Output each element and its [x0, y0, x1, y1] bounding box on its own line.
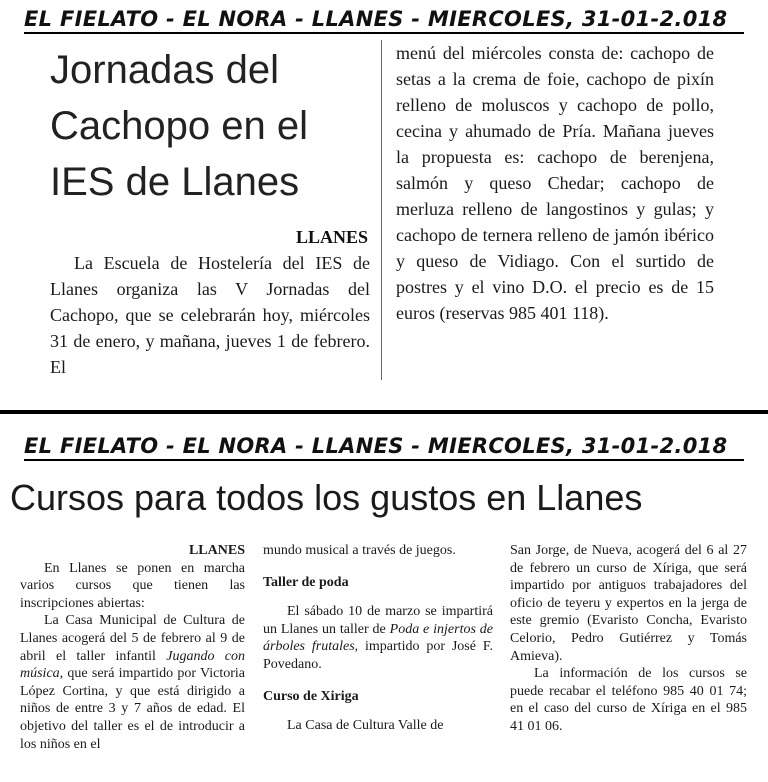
article2-subheading-poda: Taller de poda — [263, 574, 349, 590]
article2-column-2 — [263, 542, 493, 735]
article2-col1-paragraph-2 — [20, 612, 245, 753]
article1-byline: LLANES — [295, 227, 368, 247]
article2-column-1 — [20, 542, 245, 753]
article2-col1-p2-text-a: La Casa Municipal de Cultura de Llanes acogerá del 5 de febrero al 9 de abril el taller infantil — [20, 613, 245, 664]
article2-subheading-xiriga: Curso de Xiriga — [263, 688, 359, 704]
article1-column-1 — [50, 250, 370, 384]
article1-col1-text: La Escuela de Hostelería del IES de Llanes organiza las V Jornadas del Cachopo, que se celebrarán hoy, miércoles 31 de enero, y mañana, jueves 1 de febrero. El — [50, 253, 370, 377]
article2-col1-paragraph-1: En Llanes se ponen en marcha varios cursos que tienen las inscripciones abiertas: — [20, 560, 245, 611]
clipping-separator — [0, 410, 768, 414]
article2-col2-paragraph-2 — [263, 603, 493, 673]
newspaper-header-bottom: EL FIELATO - EL NORA - LLANES - MIERCOLES, 31-01-2.018 — [24, 433, 744, 461]
article2-column-3 — [510, 542, 747, 736]
article2-col2-paragraph-3: La Casa de Cultura Valle de — [287, 718, 444, 734]
column-rule — [381, 40, 382, 380]
article2-col3-paragraph-1: San Jorge, de Nueva, acogerá del 6 al 27 de febrero un curso de Xíriga, que será impartido por antiguos trabajadores del oficio de teyeru y expertos en la jerga de este gremio (Evaristo Concha, Evaristo Celorio, Pedro Gutiérrez y Tomás Amieva). — [510, 543, 747, 664]
article2-byline: LLANES — [188, 543, 245, 558]
article1-col2-text: menú del miércoles consta de: cachopo de setas a la crema de foie, cachopo de pixín relleno de moluscos y cachopo de pollo, cecina y ahumado de Pría. Mañana jueves la propuesta es: cachopo de berenjena, salmón y queso Chedar; cachopo de merluza relleno de langostinos y gulas; y cachopo de ternera relleno de jamón ibérico y queso de Vidiago. Con el surtido de postres y el vino D.O. el precio es de 15 euros (reservas 985 401 118). — [396, 43, 714, 323]
article2-headline: Cursos para todos los gustos en Llanes — [10, 477, 643, 518]
article1-headline: Jornadas del Cachopo en el IES de Llanes — [50, 48, 308, 204]
article2-col2-p2-text-b: , impartido por José F. Povedano. — [263, 639, 494, 672]
article2-col1-p2-italic: Jugando con música — [20, 648, 245, 682]
article1-column-2 — [396, 40, 714, 326]
newspaper-header-top: EL FIELATO - EL NORA - LLANES - MIERCOLES, 31-01-2.018 — [24, 6, 744, 34]
article2-col1-p2-text-b: , que será impartido por Victoria López Cortina, y que está dirigido a niños de entre 3 y 7 años de edad. El objetivo del taller es el de introducir a los niños en el — [20, 666, 245, 752]
article2-col2-paragraph-1: mundo musical a través de juegos. — [263, 543, 456, 558]
article2-col2-p2-italic: Poda e injertos de árboles frutales — [263, 621, 494, 655]
article2-col3-paragraph-2: La información de los cursos se puede recabar el teléfono 985 40 01 74; en el caso del curso de Xíriga en el 985 41 01 06. — [510, 666, 747, 734]
article2-col2-p2-text-a: El sábado 10 de marzo se impartirá un Llanes un taller de — [263, 604, 493, 637]
